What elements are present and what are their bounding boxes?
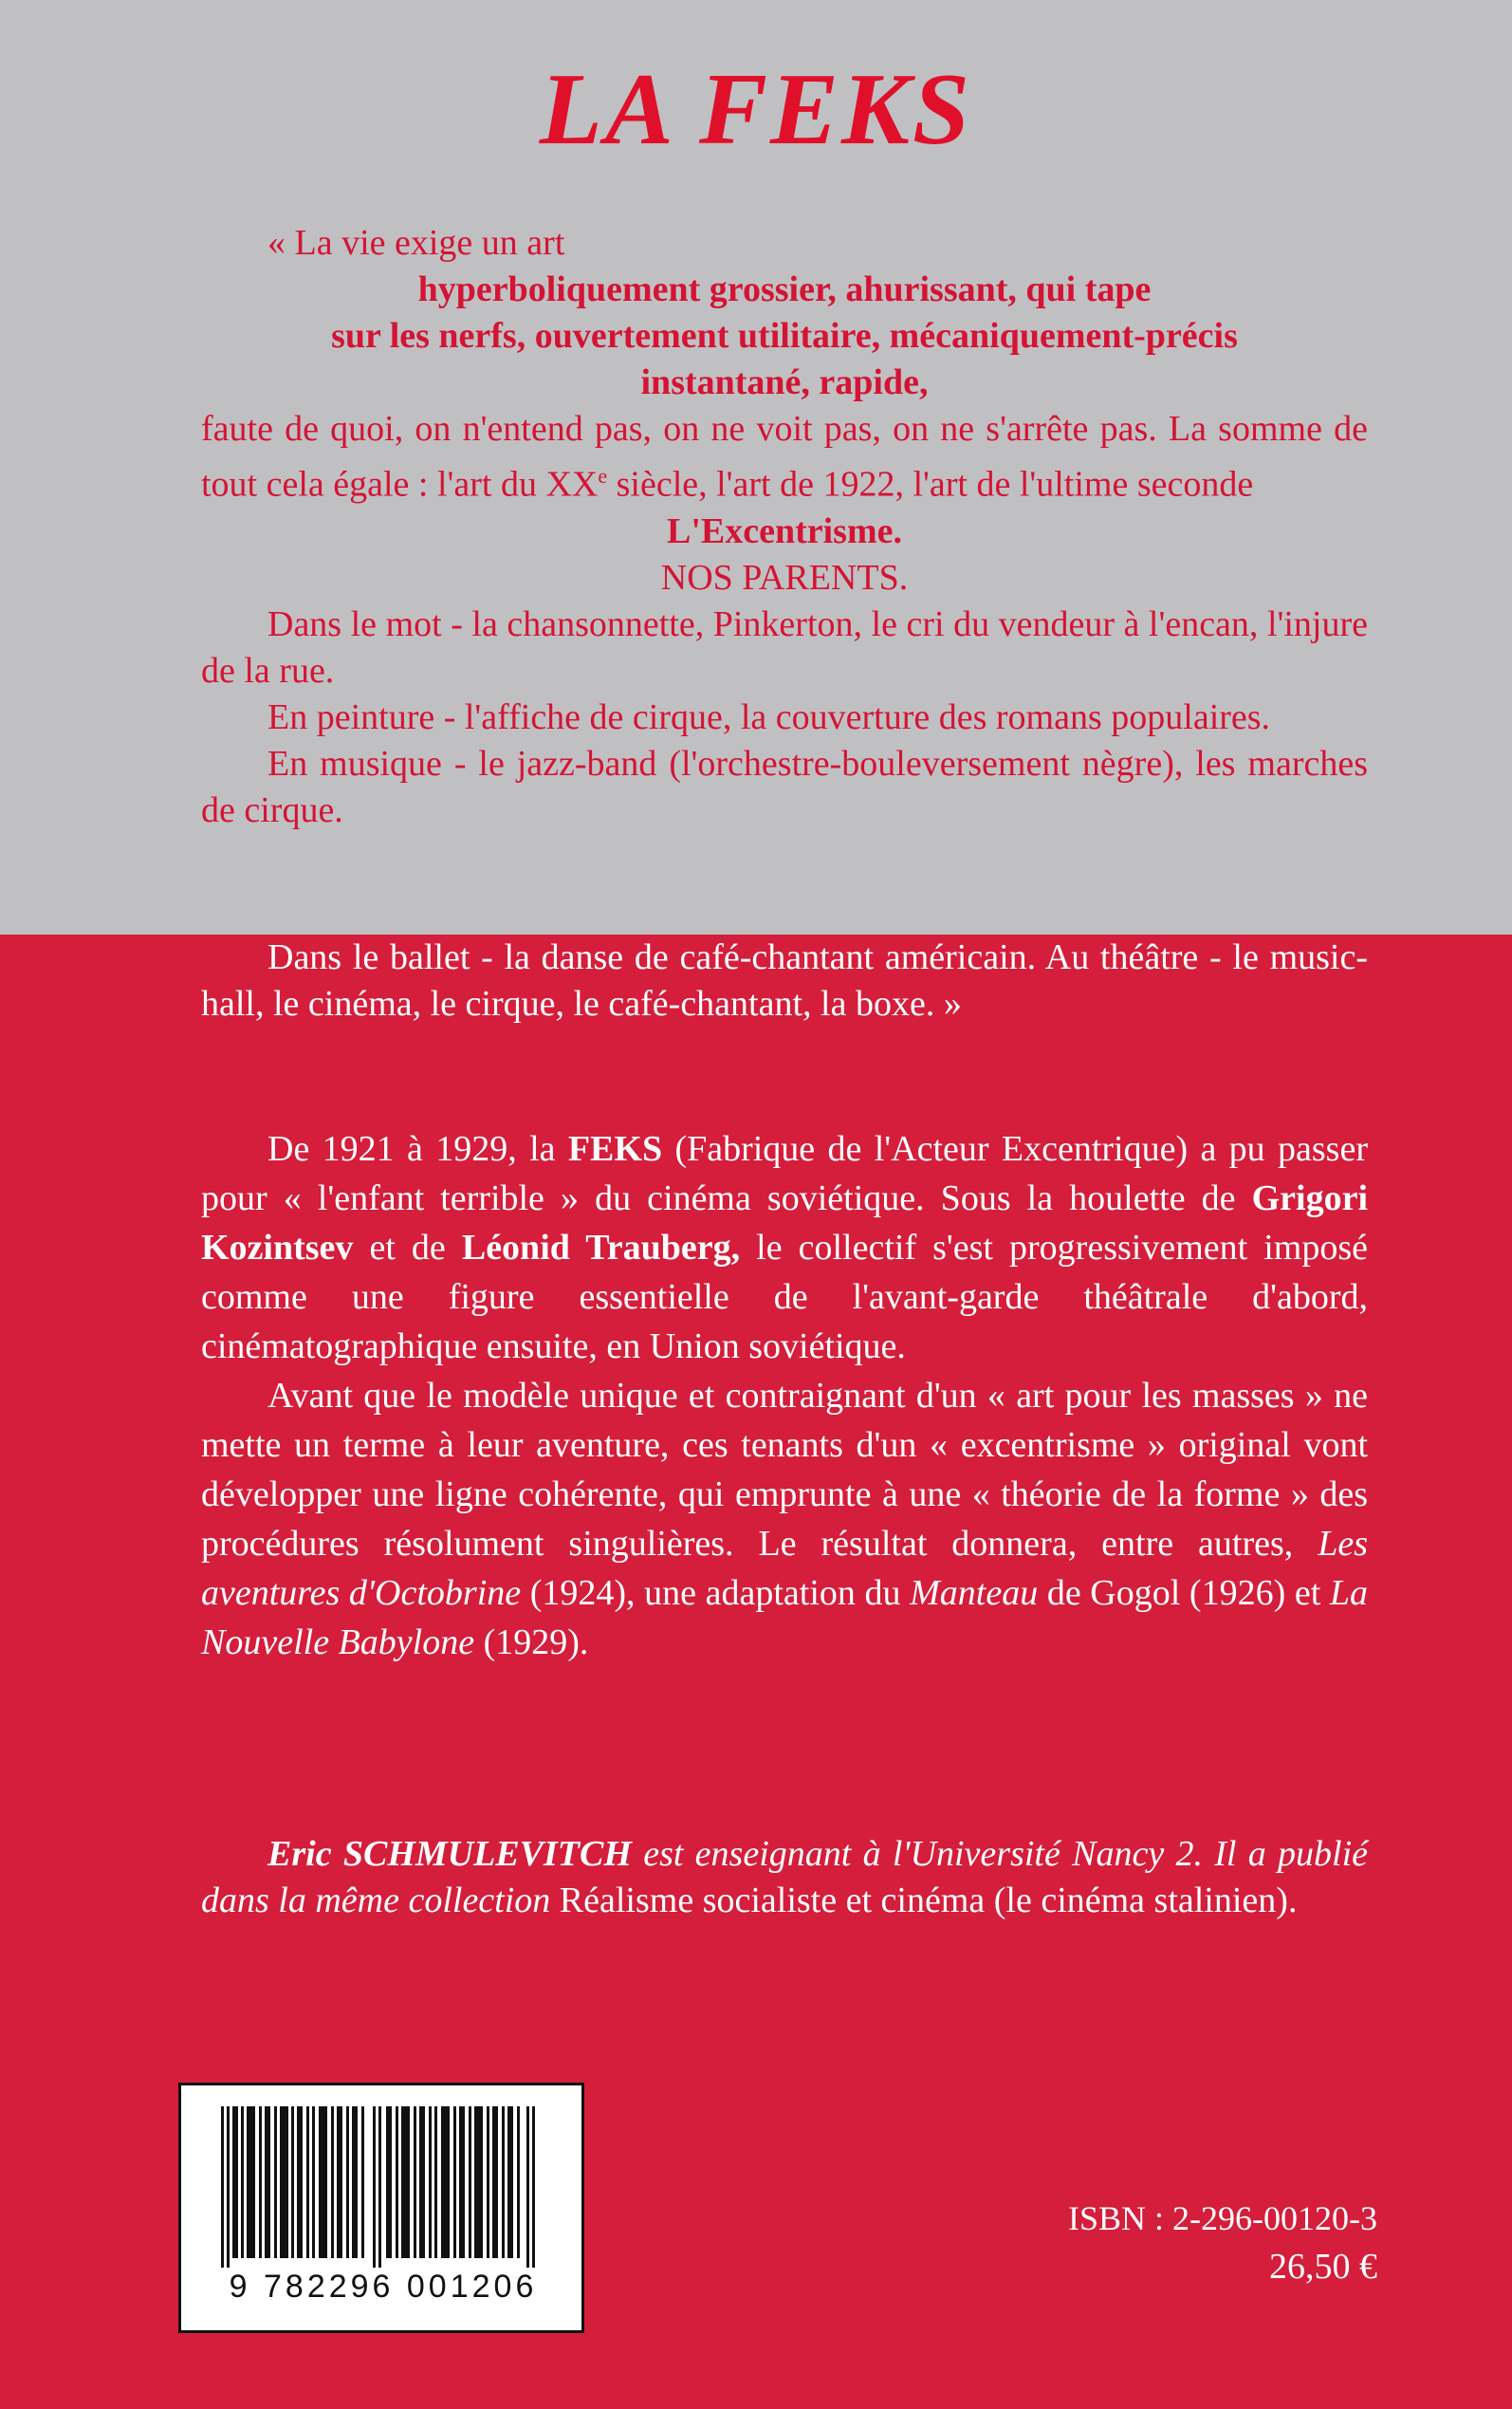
quote-para-1: faute de quoi, on n'entend pas, on ne voit pas, on ne s'arrête pas. La somme de tout cela égale : l'art du XXe siècle, l'art de 1922, l'art de l'ultime seconde	[201, 409, 1368, 505]
quote-peinture: En peinture - l'affiche de cirque, la couverture des romans populaires.	[267, 696, 1271, 737]
quote-ballet: Dans le ballet - la danse de café-chantant américain. Au théâtre - le music-hall, le cinéma, le cirque, le café-chantant, la boxe. »	[201, 937, 1368, 1024]
quote-continued	[201, 935, 1368, 1028]
quote-parents: NOS PARENTS.	[660, 557, 909, 598]
manifesto-quote	[201, 220, 1368, 834]
quote-bold-2: sur les nerfs, ouvertement utilitaire, mécaniquement-précis	[331, 316, 1238, 356]
author-bio	[201, 1831, 1368, 1924]
description-para-1: De 1921 à 1929, la FEKS (Fabrique de l'Acteur Excentrique) a pu passer pour « l'enfant terrible » du cinéma soviétique. Sous la houlette de Grigori Kozintsev et de Léonid Trauberg, le collectif s'est progressivement imposé comme une figure essentielle de l'avant-garde théâtrale d'abord, cinématographique ensuite, en Union soviétique.	[201, 1129, 1368, 1366]
quote-bold-1: hyperboliquement grossier, ahurissant, qui tape	[417, 269, 1152, 309]
author-bio-text: Eric SCHMULEVITCH est enseignant à l'Université Nancy 2. Il a publié dans la même collection Réalisme socialiste et cinéma (le cinéma stalinien).	[201, 1834, 1369, 1920]
barcode-bars	[221, 2106, 544, 2268]
quote-line-1: « La vie exige un art	[267, 223, 565, 263]
description	[201, 1124, 1368, 1667]
book-title: LA FEKS	[539, 53, 973, 166]
quote-excentrisme: L'Excentrisme.	[666, 510, 902, 551]
description-para-2: Avant que le modèle unique et contraignant d'un « art pour les masses » ne mette un terme à leur aventure, ces tenants d'un « excentrisme » original vont développer une ligne cohérente, qui emprunte à une « théorie de la forme » des procédures résolument singulières. Le résultat donnera, entre autres, Les aventures d'Octobrine (1924), une adaptation du Manteau de Gogol (1926) et La Nouvelle Babylone (1929).	[201, 1376, 1368, 1662]
quote-bold-3: instantané, rapide,	[640, 362, 929, 402]
barcode-digits: 9 782296 001206	[229, 2269, 538, 2305]
barcode	[178, 2083, 584, 2333]
quote-musique: En musique - le jazz-band (l'orchestre-bouleversement nègre), les marches de cirque.	[201, 743, 1368, 830]
price: 26,50 €	[1269, 2247, 1377, 2287]
isbn: ISBN : 2-296-00120-3	[1068, 2199, 1377, 2237]
quote-mot: Dans le mot - la chansonnette, Pinkerton, le cri du vendeur à l'encan, l'injure de la rue.	[201, 603, 1368, 691]
